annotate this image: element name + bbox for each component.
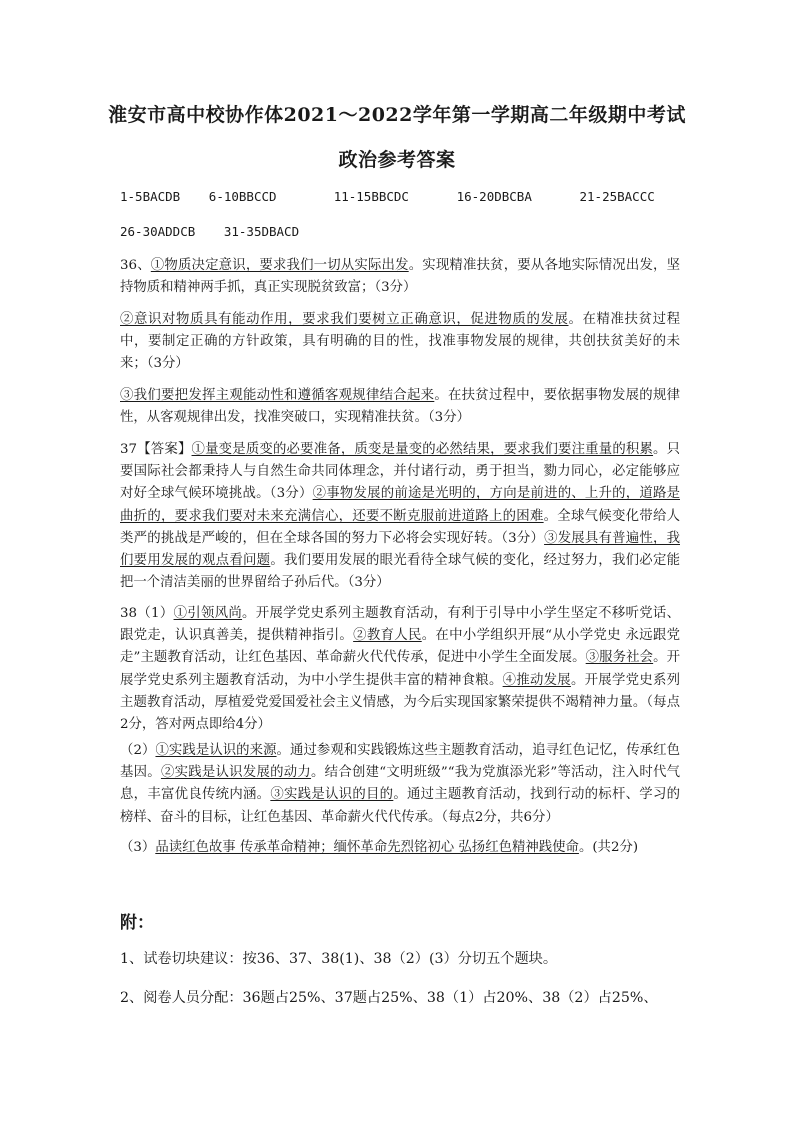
question-number: （2） xyxy=(120,743,156,758)
key-point: ③服务社会 xyxy=(585,650,654,666)
q38-1-answer xyxy=(120,603,680,736)
answer-group: 21-25BACCC xyxy=(579,189,655,204)
question-number: 38（1） xyxy=(120,606,174,621)
explanation: 。开展学党史系列主题教育活动，厚植爱党爱国爱社会主义情感，为今后实现国家繁荣提供不竭精神力量。（每点2分，答对两点即给4分） xyxy=(120,672,681,733)
explanation: 。开展学党史系列主题教育活动，有利于引导中小学生坚定不移听党话、跟党走，认识真善美，提供精神指引。 xyxy=(120,606,681,644)
key-point: ①实践是认识的来源 xyxy=(155,743,277,758)
answer-group: 31-35DBACD xyxy=(223,224,300,239)
q36-point-2 xyxy=(120,309,680,376)
key-point: ③发展具有普遍性，我们要用发展的观点看问题 xyxy=(120,530,680,569)
choice-answers-row-2 xyxy=(120,224,299,239)
explanation: 。结合创建“文明班级”“我为党旗添光彩”等活动，注入时代气息，丰富优良传统内涵。 xyxy=(120,765,681,803)
answer-subtitle: 政治参考答案 xyxy=(338,149,456,171)
q36-point-3 xyxy=(120,385,680,429)
key-point: ①物质决定意识，要求我们一切从实际出发 xyxy=(150,258,409,273)
choice-answers-row-1 xyxy=(120,189,655,204)
key-point: ②教育人民 xyxy=(353,628,422,644)
answer-group: 26-30ADDCB xyxy=(120,224,196,239)
question-number: 36、 xyxy=(120,258,151,273)
key-point: ④推动发展 xyxy=(502,672,571,688)
key-point: ②事物发展的前途是光明的，方向是前进的、上升的，道路是曲折的，要求我们要对未来充满信心，还要不断克服前进道路上的困难 xyxy=(120,486,680,524)
answer-group: 16-20DBCBA xyxy=(456,189,532,204)
appendix-item-2: 2、阅卷人员分配：36题占25%、37题占25%、38（1）占20%、38（2）占25%、 xyxy=(120,990,658,1006)
explanation: 。通过主题教育活动，找到行动的标杆、学习的榜样、奋斗的目标，让红色基因、革命薪火代代传承。（每点2分，共6分） xyxy=(120,787,681,825)
explanation: 。全球气候变化带给人类严的挑战是严峻的，但在全球各国的努力下必将会实现好转。（3分） xyxy=(120,508,681,546)
exam-title: 淮安市高中校协作体2021～2022学年第一学期高二年级期中考试 xyxy=(108,104,686,126)
key-point: 品读红色故事 传承革命精神；缅怀革命先烈铭初心 弘扬红色精神践使命 xyxy=(155,840,579,855)
q37-answer xyxy=(120,439,680,594)
explanation: 。只要国际社会都秉持人与自然生命共同体理念，并付诸行动，勇于担当，勠力同心，必定能够应对好全球气候环境挑战。（3分） xyxy=(120,442,681,502)
key-point: ①量变是质变的必要准备，质变是量变的必然结果，要求我们要注重量的积累 xyxy=(191,442,654,457)
explanation: 。在中小学组织开展“从小学党史 永远跟党走”主题教育活动，让红色基因、革命薪火代代传承，促进中小学生全面发展。 xyxy=(120,628,680,666)
key-point: ②实践是认识发展的动力 xyxy=(160,765,312,781)
explanation: 。通过参观和实践锻炼这些主题教育活动，追寻红色记忆，传承红色基因。 xyxy=(120,743,680,781)
q38-3-answer xyxy=(120,837,680,859)
question-number: （3） xyxy=(120,840,156,855)
key-point: ①引领风尚 xyxy=(173,606,243,621)
key-point: ③我们要把发挥主观能动性和遵循客观规律结合起来 xyxy=(120,388,435,403)
question-number: 37【答案】 xyxy=(120,442,192,457)
appendix-item-1: 1、试卷切块建议：按36、37、38(1)、38（2）(3）分切五个题块。 xyxy=(120,951,558,967)
key-point: ③实践是认识的目的 xyxy=(270,787,394,803)
q36-point-1 xyxy=(120,255,680,299)
explanation: 。(共2分) xyxy=(578,840,639,855)
answer-group: 1-5BACDB xyxy=(120,189,181,204)
answer-group: 6-10BBCCD xyxy=(208,189,277,204)
q38-2-answer xyxy=(120,740,680,829)
key-point: ②意识对物质具有能动作用，要求我们要树立正确意识，促进物质的发展 xyxy=(120,312,569,327)
explanation: 。在精准扶贫过程中，要制定正确的方针政策，具有明确的目的性，找准事物发展的规律，共创扶贫美好的未来；（3分） xyxy=(120,312,680,372)
answer-group: 11-15BBCDC xyxy=(333,189,409,204)
explanation: 。在扶贫过程中，要依据事物发展的规律性，从客观规律出发，找准突破口，实现精准扶贫。（3分） xyxy=(120,388,681,426)
explanation: 。我们要用发展的眼光看待全球气候的变化，经过努力，我们必定能把一个清洁美丽的世界留给子孙后代。（3分） xyxy=(120,553,681,591)
explanation: 。开展学党史系列主题教育活动，为中小学生提供丰富的精神食粮。 xyxy=(120,650,681,688)
explanation: 。实现精准扶贫，要从各地实际情况出发，坚持物质和精神两手抓，真正实现脱贫致富；（3分） xyxy=(120,258,680,296)
appendix-heading: 附： xyxy=(120,913,154,933)
